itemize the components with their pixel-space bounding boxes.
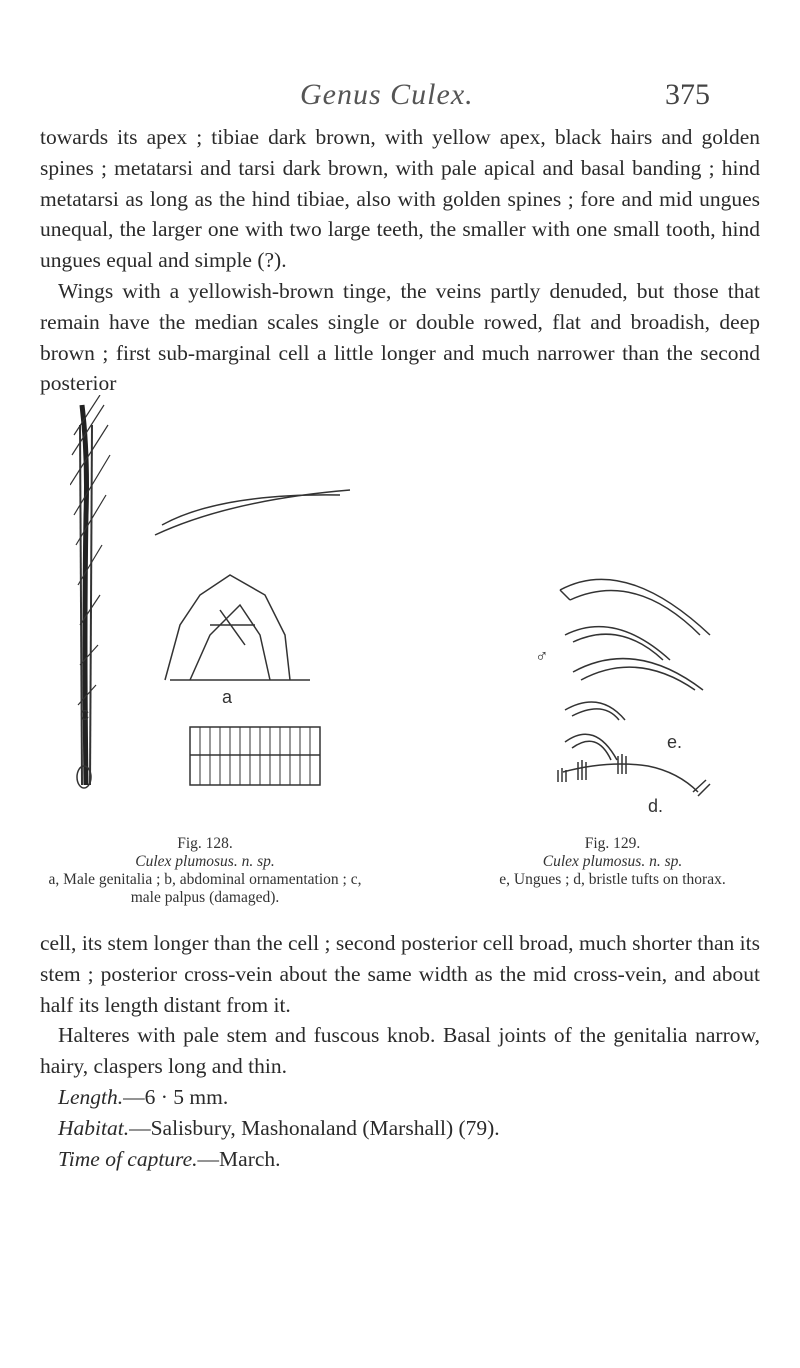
figure-129-species: Culex plumosus. n. sp.	[542, 853, 683, 870]
bottom-text-block	[40, 928, 760, 1174]
label-male-symbol: ♂	[535, 646, 549, 666]
running-header	[0, 78, 800, 118]
figure-128-caption-block	[40, 835, 370, 907]
time-value: —March.	[197, 1146, 281, 1171]
figure-128-number: Fig. 128.	[177, 835, 233, 852]
habitat-value: —Salisbury, Mashonaland (Marshall) (79).	[129, 1115, 500, 1140]
figure-128-description: a, Male genitalia ; b, abdominal ornamentation ; c, male palpus (damaged).	[48, 871, 362, 906]
time-line	[40, 1144, 760, 1175]
abdominal-ornamentation-drawing	[190, 727, 320, 785]
habitat-label: Habitat.	[58, 1115, 130, 1140]
habitat-line	[40, 1113, 760, 1144]
figure-128-species: Culex plumosus. n. sp.	[135, 853, 275, 870]
label-d-container	[640, 790, 680, 820]
figure-129-number: Fig. 129.	[584, 835, 641, 852]
figure-128-illustration	[70, 395, 380, 790]
length-line	[40, 1082, 760, 1113]
palpus-drawing	[70, 395, 110, 788]
paragraph-halteres: Halteres with pale stem and fuscous knob. Basal joints of the genitalia narrow, hairy, claspers long and thin.	[40, 1023, 760, 1079]
paragraph-wings: Wings with a yellowish-brown tinge, the veins partly denuded, but those that remain have the median scales single or double rowed, flat and broadish, deep brown ; first sub-marginal cell a little longer and much narrower than the second posterior	[40, 278, 760, 396]
running-title: Genus Culex.	[300, 78, 474, 111]
page-number: 375	[665, 78, 710, 111]
time-label: Time of capture.	[58, 1146, 198, 1171]
figure-129-description: e, Ungues ; d, bristle tufts on thorax.	[499, 871, 726, 888]
paragraph-cells: cell, its stem longer than the cell ; second posterior cell broad, much shorter than its stem ; posterior cross-vein about the same width as the mid cross-vein, and about half its length distant from it.	[40, 931, 760, 1017]
label-d: d.	[648, 796, 664, 816]
length-label: Length.	[58, 1084, 124, 1109]
label-c: c	[80, 704, 89, 724]
paragraph-legs: towards its apex ; tibiae dark brown, with yellow apex, black hairs and golden spines ; metatarsi and tarsi dark brown, with pale apical and basal banding ; hind metatarsi as long as the hind tibiae, also with golden spines ; fore and mid ungues unequal, the larger one with two large teeth, the smaller with one small tooth, hind ungues equal and simple (?).	[40, 125, 760, 273]
figure-128-b-lower	[190, 785, 290, 805]
label-e: e.	[667, 732, 683, 752]
top-text-block	[40, 122, 760, 399]
ungues-drawing	[560, 579, 710, 760]
label-a: a	[222, 687, 233, 707]
length-value: —6 · 5 mm.	[123, 1084, 229, 1109]
genitalia-drawing	[155, 490, 350, 680]
figure-129-caption-block	[455, 835, 770, 889]
